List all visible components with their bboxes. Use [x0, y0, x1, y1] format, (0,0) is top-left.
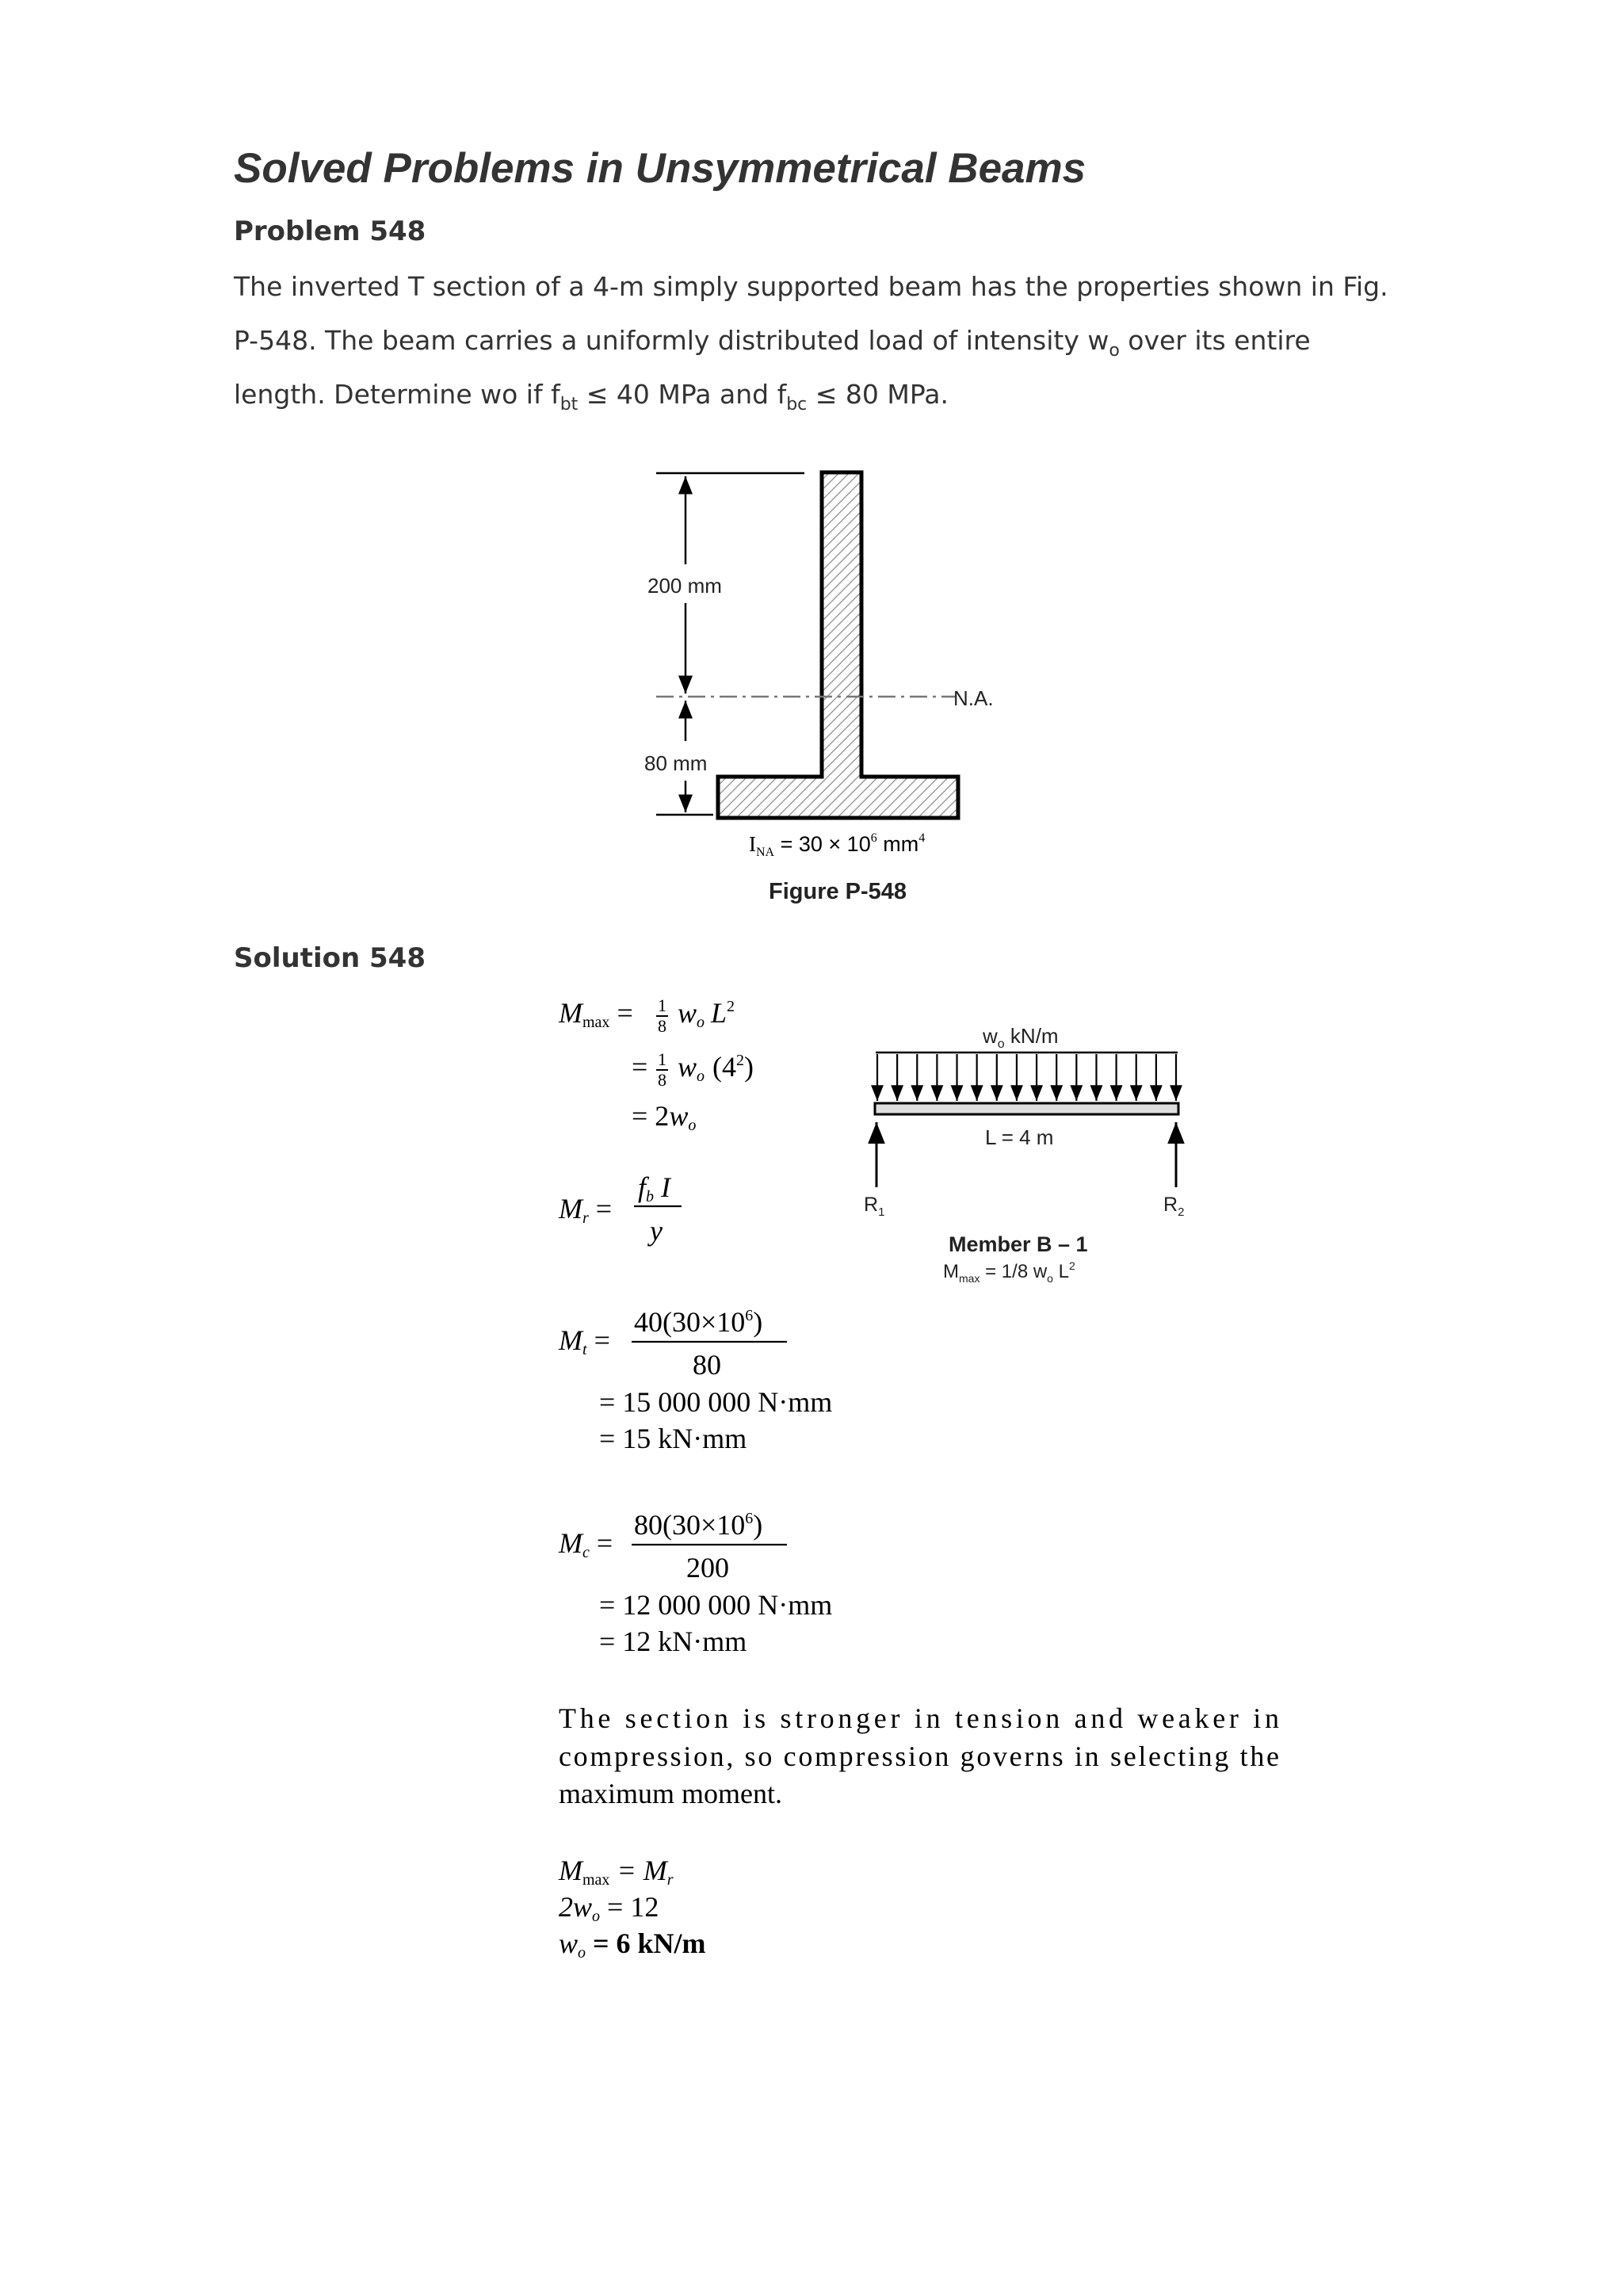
mr-num-f: f — [638, 1171, 647, 1203]
mt-result-1: = 15 000 000 N·mm — [599, 1386, 833, 1418]
inertia-unit-exp: 4 — [918, 831, 926, 845]
mr-den: y — [650, 1215, 663, 1247]
udl-arrows — [877, 1054, 1176, 1101]
final2-sub: o — [592, 1908, 601, 1925]
mt-num-close: ) — [753, 1306, 763, 1338]
mmax-line2-eq: = — [632, 1051, 648, 1083]
member-mmax-sub: max — [959, 1272, 980, 1285]
final1-sub: max — [582, 1871, 610, 1889]
mmax3-w-sub: o — [688, 1117, 697, 1134]
mt-sub: t — [582, 1341, 587, 1358]
figure-caption: Figure P-548 — [769, 879, 907, 904]
frac2-num: 1 — [658, 1049, 666, 1069]
problem-line-2-text: P-548. The beam carries a uniformly distributed load of intensity w — [234, 325, 1109, 356]
final2-rest: = 12 — [600, 1891, 659, 1923]
load-label — [982, 1024, 1059, 1051]
load-unit: kN/m — [1004, 1024, 1059, 1048]
inertia-sub: NA — [756, 846, 775, 859]
t-section-figure — [644, 472, 994, 904]
mmax2-w-sub: o — [697, 1068, 705, 1085]
mt-num — [634, 1306, 762, 1338]
inertia-label — [749, 831, 925, 859]
dim-200-label: 200 mm — [647, 574, 722, 598]
mc-num-exp: 6 — [745, 1510, 754, 1527]
mc-eq: = — [589, 1527, 613, 1559]
mt-num-text: 40(30×10 — [634, 1306, 746, 1338]
fbc-subscript: bc — [786, 395, 808, 415]
solution-heading: Solution 548 — [234, 942, 426, 974]
mmax-w: w — [678, 997, 697, 1029]
mt-eq: = — [586, 1324, 610, 1356]
mmax-M: M — [559, 997, 582, 1029]
t-section-shape — [718, 472, 958, 818]
page-title: Solved Problems in Unsymmetrical Beams — [234, 145, 1086, 192]
mmax-sub: max — [582, 1014, 610, 1031]
mt-den: 80 — [693, 1349, 721, 1381]
mmax-eq: = — [609, 997, 633, 1029]
final1-rest: = M — [609, 1855, 667, 1886]
mr-sub: r — [582, 1209, 589, 1227]
mmax2-paren: (4 — [712, 1051, 737, 1083]
mc-result-1: = 12 000 000 N·mm — [599, 1589, 833, 1621]
member-mmax-eq: = 1/8 w — [980, 1261, 1048, 1282]
final1-sub2: r — [666, 1871, 674, 1889]
r2-label — [1163, 1194, 1184, 1219]
inertia-I: I — [749, 832, 756, 856]
mr-num — [638, 1171, 672, 1205]
final3-rest: = 6 kN/m — [586, 1927, 706, 1959]
frac1-den: 8 — [658, 1016, 666, 1036]
problem-line-3-a: length. Determine wo if f — [234, 379, 560, 410]
mmax2-exp: 2 — [736, 1052, 745, 1069]
mc-num-close: ) — [753, 1509, 763, 1541]
mmax-L-exp: 2 — [727, 998, 735, 1015]
problem-line-1: The inverted T section of a 4-m simply supported beam has the properties shown in Fig. — [234, 271, 1388, 302]
member-mmax-L: L — [1052, 1261, 1069, 1282]
wo-subscript: o — [1109, 341, 1120, 361]
mc-left — [558, 1527, 613, 1561]
final3-sub: o — [578, 1944, 586, 1962]
beam-diagram — [864, 1024, 1184, 1285]
mmax2-w: w — [678, 1051, 697, 1083]
member-mmax-w-sub: o — [1047, 1272, 1053, 1285]
neutral-axis-label: N.A. — [953, 686, 994, 710]
mr-num-I: I — [654, 1171, 671, 1203]
mr-num-sub: b — [646, 1188, 655, 1205]
final-line-2 — [559, 1891, 659, 1925]
span-label: L = 4 m — [985, 1125, 1054, 1149]
dim-80-label: 80 mm — [644, 751, 708, 775]
final-line-3 — [559, 1927, 706, 1962]
solution-math — [558, 995, 1279, 1962]
mc-sub: c — [582, 1544, 590, 1561]
mmax-line1 — [558, 997, 633, 1031]
mt-num-exp: 6 — [745, 1307, 754, 1324]
load-w: w — [983, 1024, 998, 1048]
inertia-exp: 6 — [870, 831, 877, 845]
explanation-line-1: The section is stronger in tension and weaker in — [559, 1702, 1279, 1734]
mmax3-eq: = 2 — [632, 1100, 670, 1132]
problem-line-2-end: over its entire — [1119, 325, 1311, 356]
inertia-value: = 30 × 10 — [774, 832, 871, 856]
r1-sub: 1 — [878, 1205, 885, 1219]
final1-M: M — [559, 1855, 582, 1886]
final-line-1 — [558, 1855, 674, 1889]
r2-R: R — [1163, 1194, 1178, 1216]
frac1-num: 1 — [658, 995, 666, 1015]
r1-R: R — [864, 1194, 879, 1216]
mr-eq: = — [588, 1193, 613, 1224]
r1-label — [864, 1194, 884, 1219]
problem-heading: Problem 548 — [234, 216, 426, 247]
member-mmax-M: M — [943, 1261, 959, 1282]
mr-left — [558, 1193, 612, 1227]
member-label: Member B – 1 — [949, 1232, 1088, 1256]
load-w-sub: o — [997, 1037, 1005, 1051]
problem-line-3-b: ≤ 40 MPa and f — [578, 379, 787, 410]
mc-result-2: = 12 kN·mm — [599, 1626, 747, 1657]
member-mmax-exp: 2 — [1068, 1259, 1075, 1272]
frac2-den: 8 — [658, 1070, 666, 1090]
final3-w: w — [559, 1927, 579, 1959]
mmax3-w: w — [669, 1100, 689, 1132]
mt-M: M — [559, 1324, 582, 1356]
beam-member — [875, 1103, 1178, 1114]
mr-M: M — [559, 1193, 582, 1224]
inertia-unit: mm — [876, 832, 919, 856]
mc-den: 200 — [686, 1552, 729, 1584]
mmax-line1-rest — [678, 997, 735, 1031]
final2-w: 2w — [559, 1891, 593, 1923]
mmax-L: L — [711, 997, 727, 1029]
explanation-line-2: compression, so compression governs in selecting the — [559, 1740, 1279, 1772]
mmax-w-sub: o — [697, 1014, 705, 1031]
mmax2-close: ) — [744, 1051, 754, 1083]
explanation-line-3: maximum moment. — [559, 1778, 782, 1809]
mmax-line3 — [632, 1100, 696, 1134]
fbt-subscript: bt — [559, 395, 579, 415]
mc-num — [634, 1509, 762, 1541]
mc-M: M — [559, 1527, 582, 1559]
mc-num-text: 80(30×10 — [634, 1509, 746, 1541]
mt-result-2: = 15 kN·mm — [599, 1423, 747, 1454]
mmax-line2-rest — [678, 1051, 754, 1085]
mt-left — [558, 1324, 610, 1358]
problem-line-3-c: ≤ 80 MPa. — [807, 379, 949, 410]
r2-sub: 2 — [1178, 1205, 1185, 1219]
member-mmax — [943, 1259, 1075, 1285]
